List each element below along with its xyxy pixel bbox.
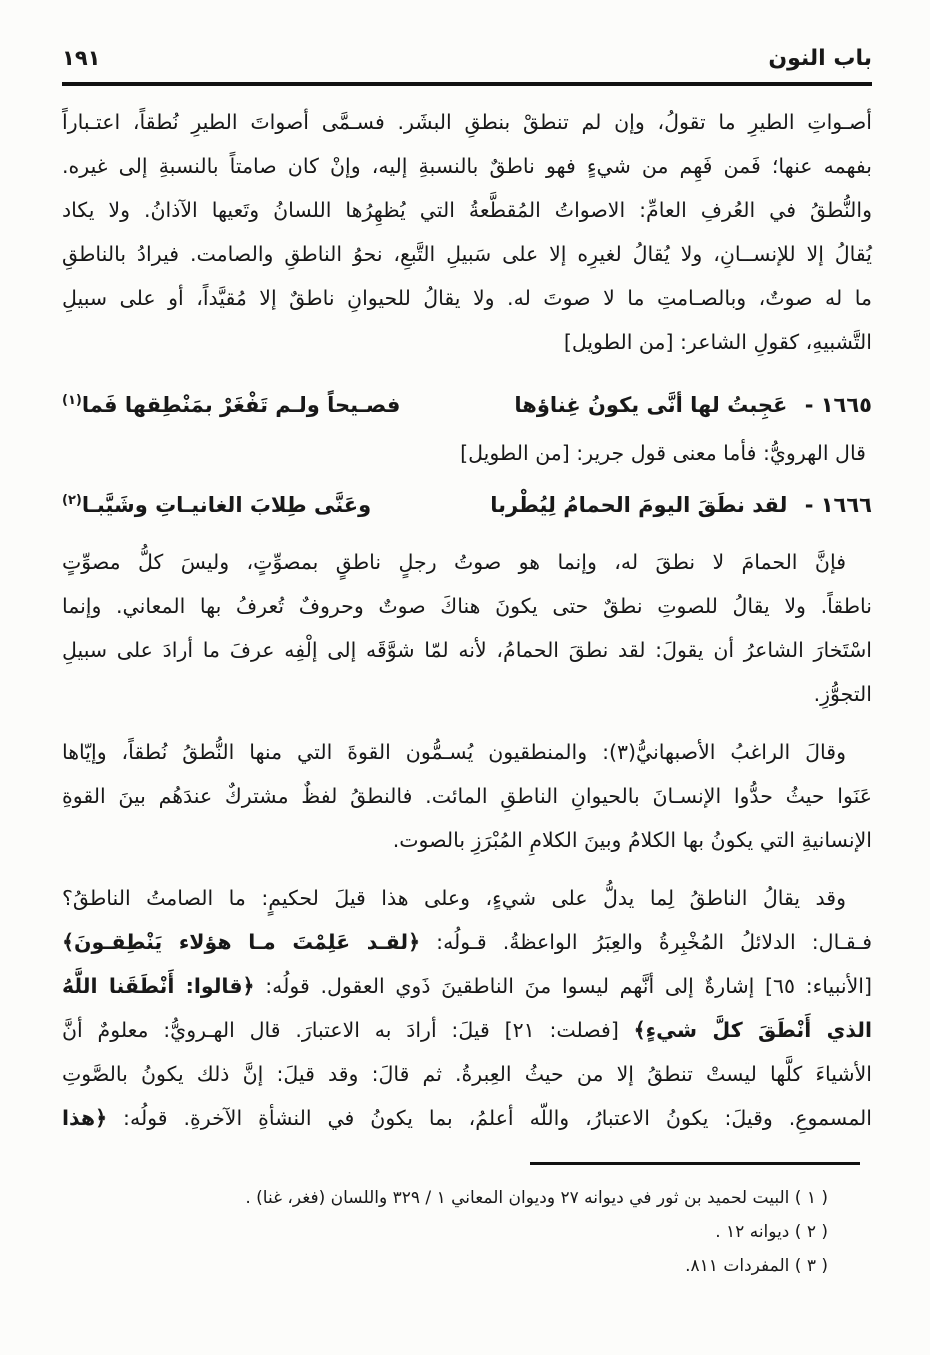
verse-first-hemistich [490, 484, 872, 526]
verse-text: عَجِبتُ لها أنَّى يكونُ غِناؤها [514, 393, 788, 417]
paragraph [62, 876, 872, 1140]
footnote: ( ١ ) البيت لحميد بن ثور في ديوانه ٢٧ وديوان المعاني ١ / ٣٢٩ واللسان (فغر، غنا) . [245, 1188, 828, 1208]
footnotes-section [62, 1162, 872, 1283]
verse-text: فصـيحاً ولـم تَفْغَرْ بمَنْطِقها فَما [81, 393, 401, 417]
text-line [62, 1008, 872, 1052]
text-segment: [فصلت: ٢١] قيلَ: أرادَ به الاعتبارَ. قال الهـرويُّ: معلومٌ أنَّ [62, 1018, 634, 1042]
text-line: وقالَ الراغبُ الأصبهانيُّ(٣): والمنطقيون يُسـمُّون القوةَ التي منها النُّطقُ نُطقاً، وإيّاها [62, 740, 846, 764]
text-segment: فـقـال: الدلائلُ المُخْبِرةُ والعِبَرُ الواعظةُ. قـولُه: [420, 930, 873, 954]
text-line: اسْتَخارَ الشاعرُ أن يقولَ: لقد نطقَ الحمامُ، لأنه لمّا شوَّقَه إلى إلْفِه عرفَ ما أرادَ على سبيلِ [62, 638, 872, 662]
text-line: فإنَّ الحمامَ لا نطقَ له، وإنما هو صوتُ رجلٍ ناطقٍ بمصوِّتٍ، وليسَ كلُّ مصوِّتٍ [62, 550, 846, 574]
text-segment: المسموعِ. وقيلَ: يكونُ الاعتبارُ، واللّه أعلمُ، بما يكونُ في النشأةِ الآخرةِ. قولُه: [107, 1106, 872, 1130]
text-segment: [الأنبياء: ٦٥] إشارةٌ إلى أنَّهم ليسوا منَ الناطقينَ ذَوي العقول. قولُه: [254, 974, 872, 998]
text-line: ما له صوتٌ، وبالصـامتِ ما لا صوتَ له. ولا يقالُ للحيوانِ ناطقٌ إلا مُقيَّداً، أو على سبيلِ [62, 286, 872, 310]
quran-quote: ﴿هذا [62, 1106, 108, 1130]
header-rule [62, 82, 872, 86]
text-line: ناطقاً. ولا يقالُ للصوتِ نطقٌ حتى يكونَ هناكَ صوتٌ وحروفٌ تُعرفُ بها المعاني. وإنما [62, 594, 872, 618]
text-line [62, 920, 872, 964]
verse-number: ١٦٦٦ - [804, 493, 872, 517]
verse-second-hemistich [62, 480, 371, 526]
footnote-reference: (١) [62, 393, 82, 408]
quran-quote: ﴿لقـد عَلِمْتَ مـا هؤلاء يَنْطِقـونَ﴾ [62, 930, 421, 954]
text-line: يُقالُ إلا للإنســانِ، ولا يُقالُ لغيرِه إلا على سَبيلِ التَّبعِ، نحوُ الناطقِ والصامت. فيرادُ بالناطقِ [62, 242, 872, 266]
text-line: عَنَوا حيثُ حدُّوا الإنسـانَ بالحيوانِ الناطقِ المائت. فالنطقُ لفظٌ مشتركٌ عندَهُم بينَ القوةِ [62, 784, 872, 808]
footnote-reference: (٢) [62, 493, 82, 508]
verse-1665 [62, 380, 872, 426]
text-line: الإنسانيةِ التي يكونُ بها الكلامُ وبينَ الكلامِ المُبْرَزِ بالصوت. [392, 828, 872, 852]
page-number: ١٩١ [62, 46, 101, 70]
verse-second-hemistich [62, 380, 400, 426]
footnote: ( ٢ ) ديوانه ١٢ . [715, 1222, 828, 1242]
text-line: التجوُّزِ. [813, 682, 872, 706]
quran-quote: الذي أَنْطَقَ كلَّ شيءٍ﴾ [633, 1018, 872, 1042]
page-header [62, 46, 872, 71]
footnote: ( ٣ ) المفردات ٨١١. [685, 1256, 828, 1276]
footnote-separator-rule [530, 1162, 860, 1165]
text-line: بفهمه عنها؛ فَمن فَهِم من شيءٍ فهو ناطقٌ بالنسبةِ إليه، وإنْ كان صامتاً بالنسبةِ إلى غيره. [62, 154, 872, 178]
paragraph [62, 100, 872, 364]
text-line [62, 964, 872, 1008]
body-text [62, 100, 872, 1140]
text-line: والنُّطقُ في العُرفِ العامِّ: الاصواتُ المُقطَّعةُ التي يُظهِرُها اللسانُ وتَعيها الآذانُ. ولا يكاد [62, 198, 872, 222]
paragraph [62, 730, 872, 862]
attribution-line: قال الهرويُّ: فأما معنى قول جرير: [من الطويل] [460, 441, 866, 465]
verse-number: ١٦٦٥ - [804, 393, 872, 417]
text-line: وقد يقالُ الناطقُ لِما يدلُّ على شيءٍ، وعلى هذا قيلَ لحكيمٍ: ما الصامتُ الناطقُ؟ [62, 886, 846, 910]
quran-quote: ﴿قالوا: أَنْطَقَنا اللَّهُ [62, 974, 255, 998]
paragraph [62, 540, 872, 716]
text-line: الأشياءَ كلَّها ليستْ تنطقُ إلا من حيثُ العِبرةُ. ثم قالَ: وقد قيلَ: إنَّ ذلك يكونُ بالصَّوتِ [62, 1062, 872, 1086]
verse-first-hemistich [514, 384, 872, 426]
verse-text: لقد نطَقَ اليومَ الحمامُ لِيُطْربا [490, 493, 788, 517]
text-line [62, 1096, 872, 1140]
text-line: التَّشبيهِ، كقولِ الشاعر: [من الطويل] [563, 330, 872, 354]
verse-text: وعَنَّى طِلابَ الغانيـاتِ وشَيَّبـا [81, 493, 372, 517]
text-line: أصـواتِ الطيرِ ما تقولُ، وإن لم تنطقْ بنطقِ البشَر. فسـمَّى أصواتَ الطيرِ نُطقاً، اعتـباراً [62, 110, 872, 134]
chapter-title: باب النون [768, 46, 872, 71]
verse-1666 [62, 480, 872, 526]
